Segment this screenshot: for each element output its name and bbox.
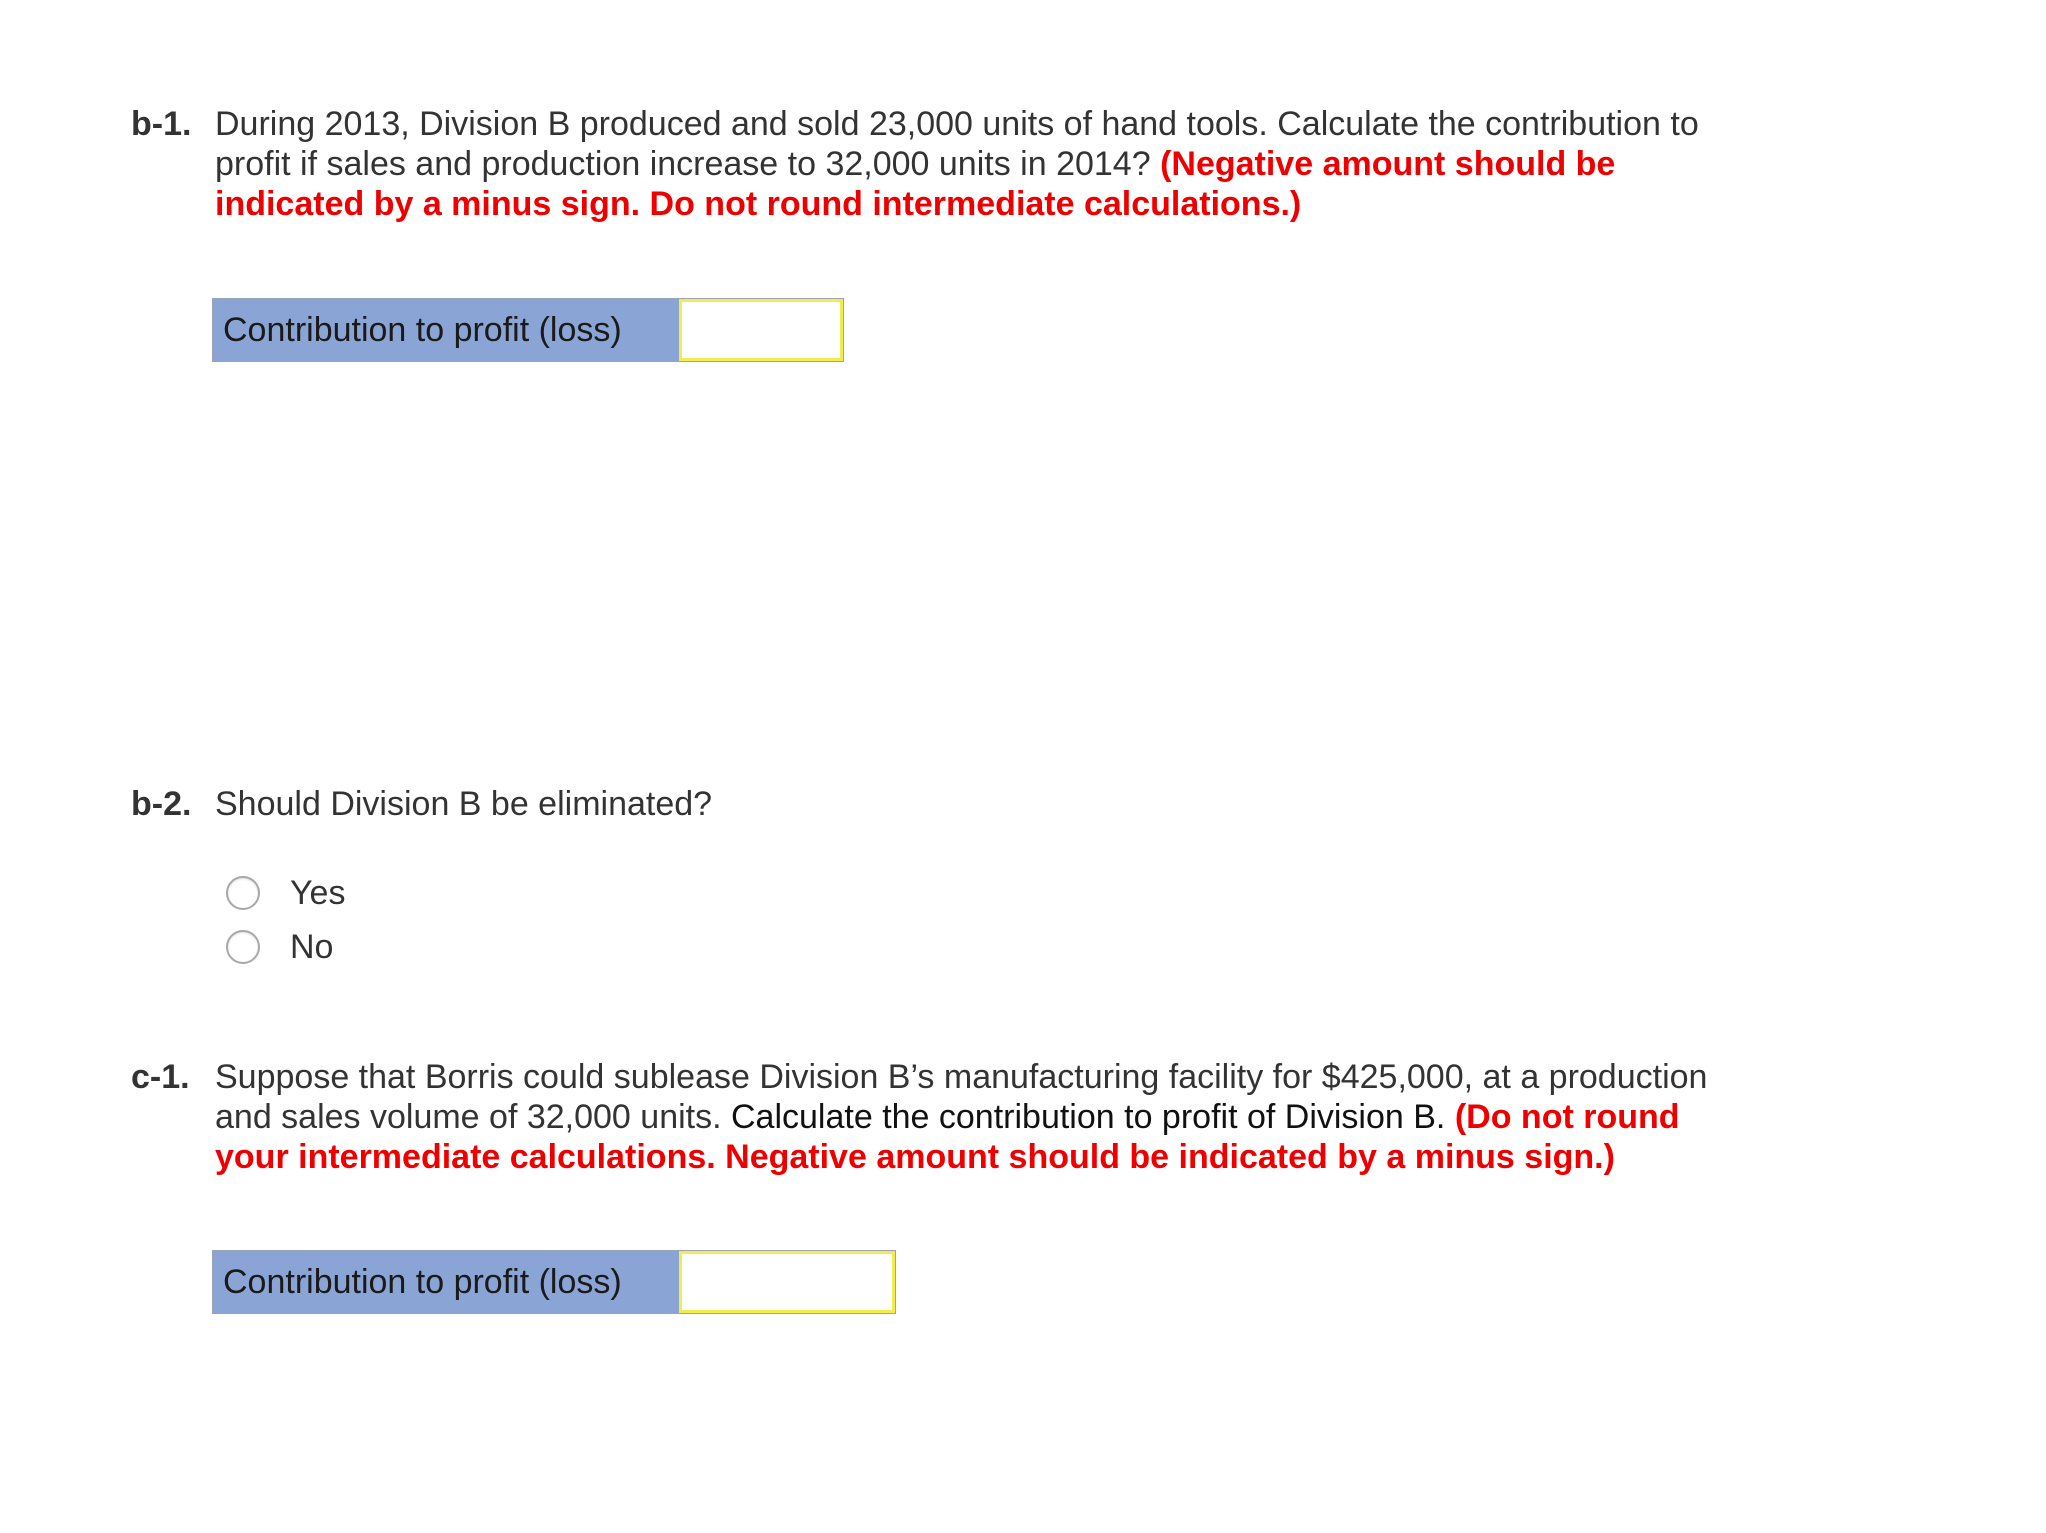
option-label-no: No [290,927,334,966]
question-label: b-1. [131,105,192,143]
answer-row-b1 [212,298,844,362]
answer-label: Contribution to profit (loss) [213,299,679,361]
radio-button-yes[interactable] [226,876,260,910]
question-text [215,784,1751,824]
answer-row-c1 [212,1250,896,1314]
question-text [215,1057,1751,1177]
question-body: Should Division B be eliminated? [215,785,713,823]
question-body: During 2013, Division B produced and sold 23,000 units of hand tools. Calculate the contribution to profit if sales and production increase to 32,000 units in 2014? [215,105,1699,183]
instruction-text: (Negative amount should be indicated by a minus sign. Do not round intermediate calculations.) [215,145,1616,223]
radio-group-b2 [226,866,345,974]
contribution-input-c1[interactable] [679,1251,895,1313]
question-c1 [131,1057,1751,1177]
instruction-text: (Do not round your intermediate calculations. Negative amount should be indicated by a minus sign.) [215,1098,1680,1176]
option-no[interactable] [226,920,345,974]
question-body: Suppose that Borris could sublease Division B’s manufacturing facility for $425,000, at a production and sales volume of 32,000 units. [215,1058,1708,1136]
radio-button-no[interactable] [226,930,260,964]
question-b2 [131,784,1751,824]
question-label: c-1. [131,1058,190,1096]
question-text [215,104,1751,224]
question-b1 [131,104,1751,224]
answer-label: Contribution to profit (loss) [213,1251,679,1313]
question-label: b-2. [131,785,192,823]
option-yes[interactable] [226,866,345,920]
contribution-input-b1[interactable] [679,299,843,361]
option-label-yes: Yes [290,873,346,912]
question-task: Calculate the contribution to profit of Division B. [731,1098,1446,1136]
